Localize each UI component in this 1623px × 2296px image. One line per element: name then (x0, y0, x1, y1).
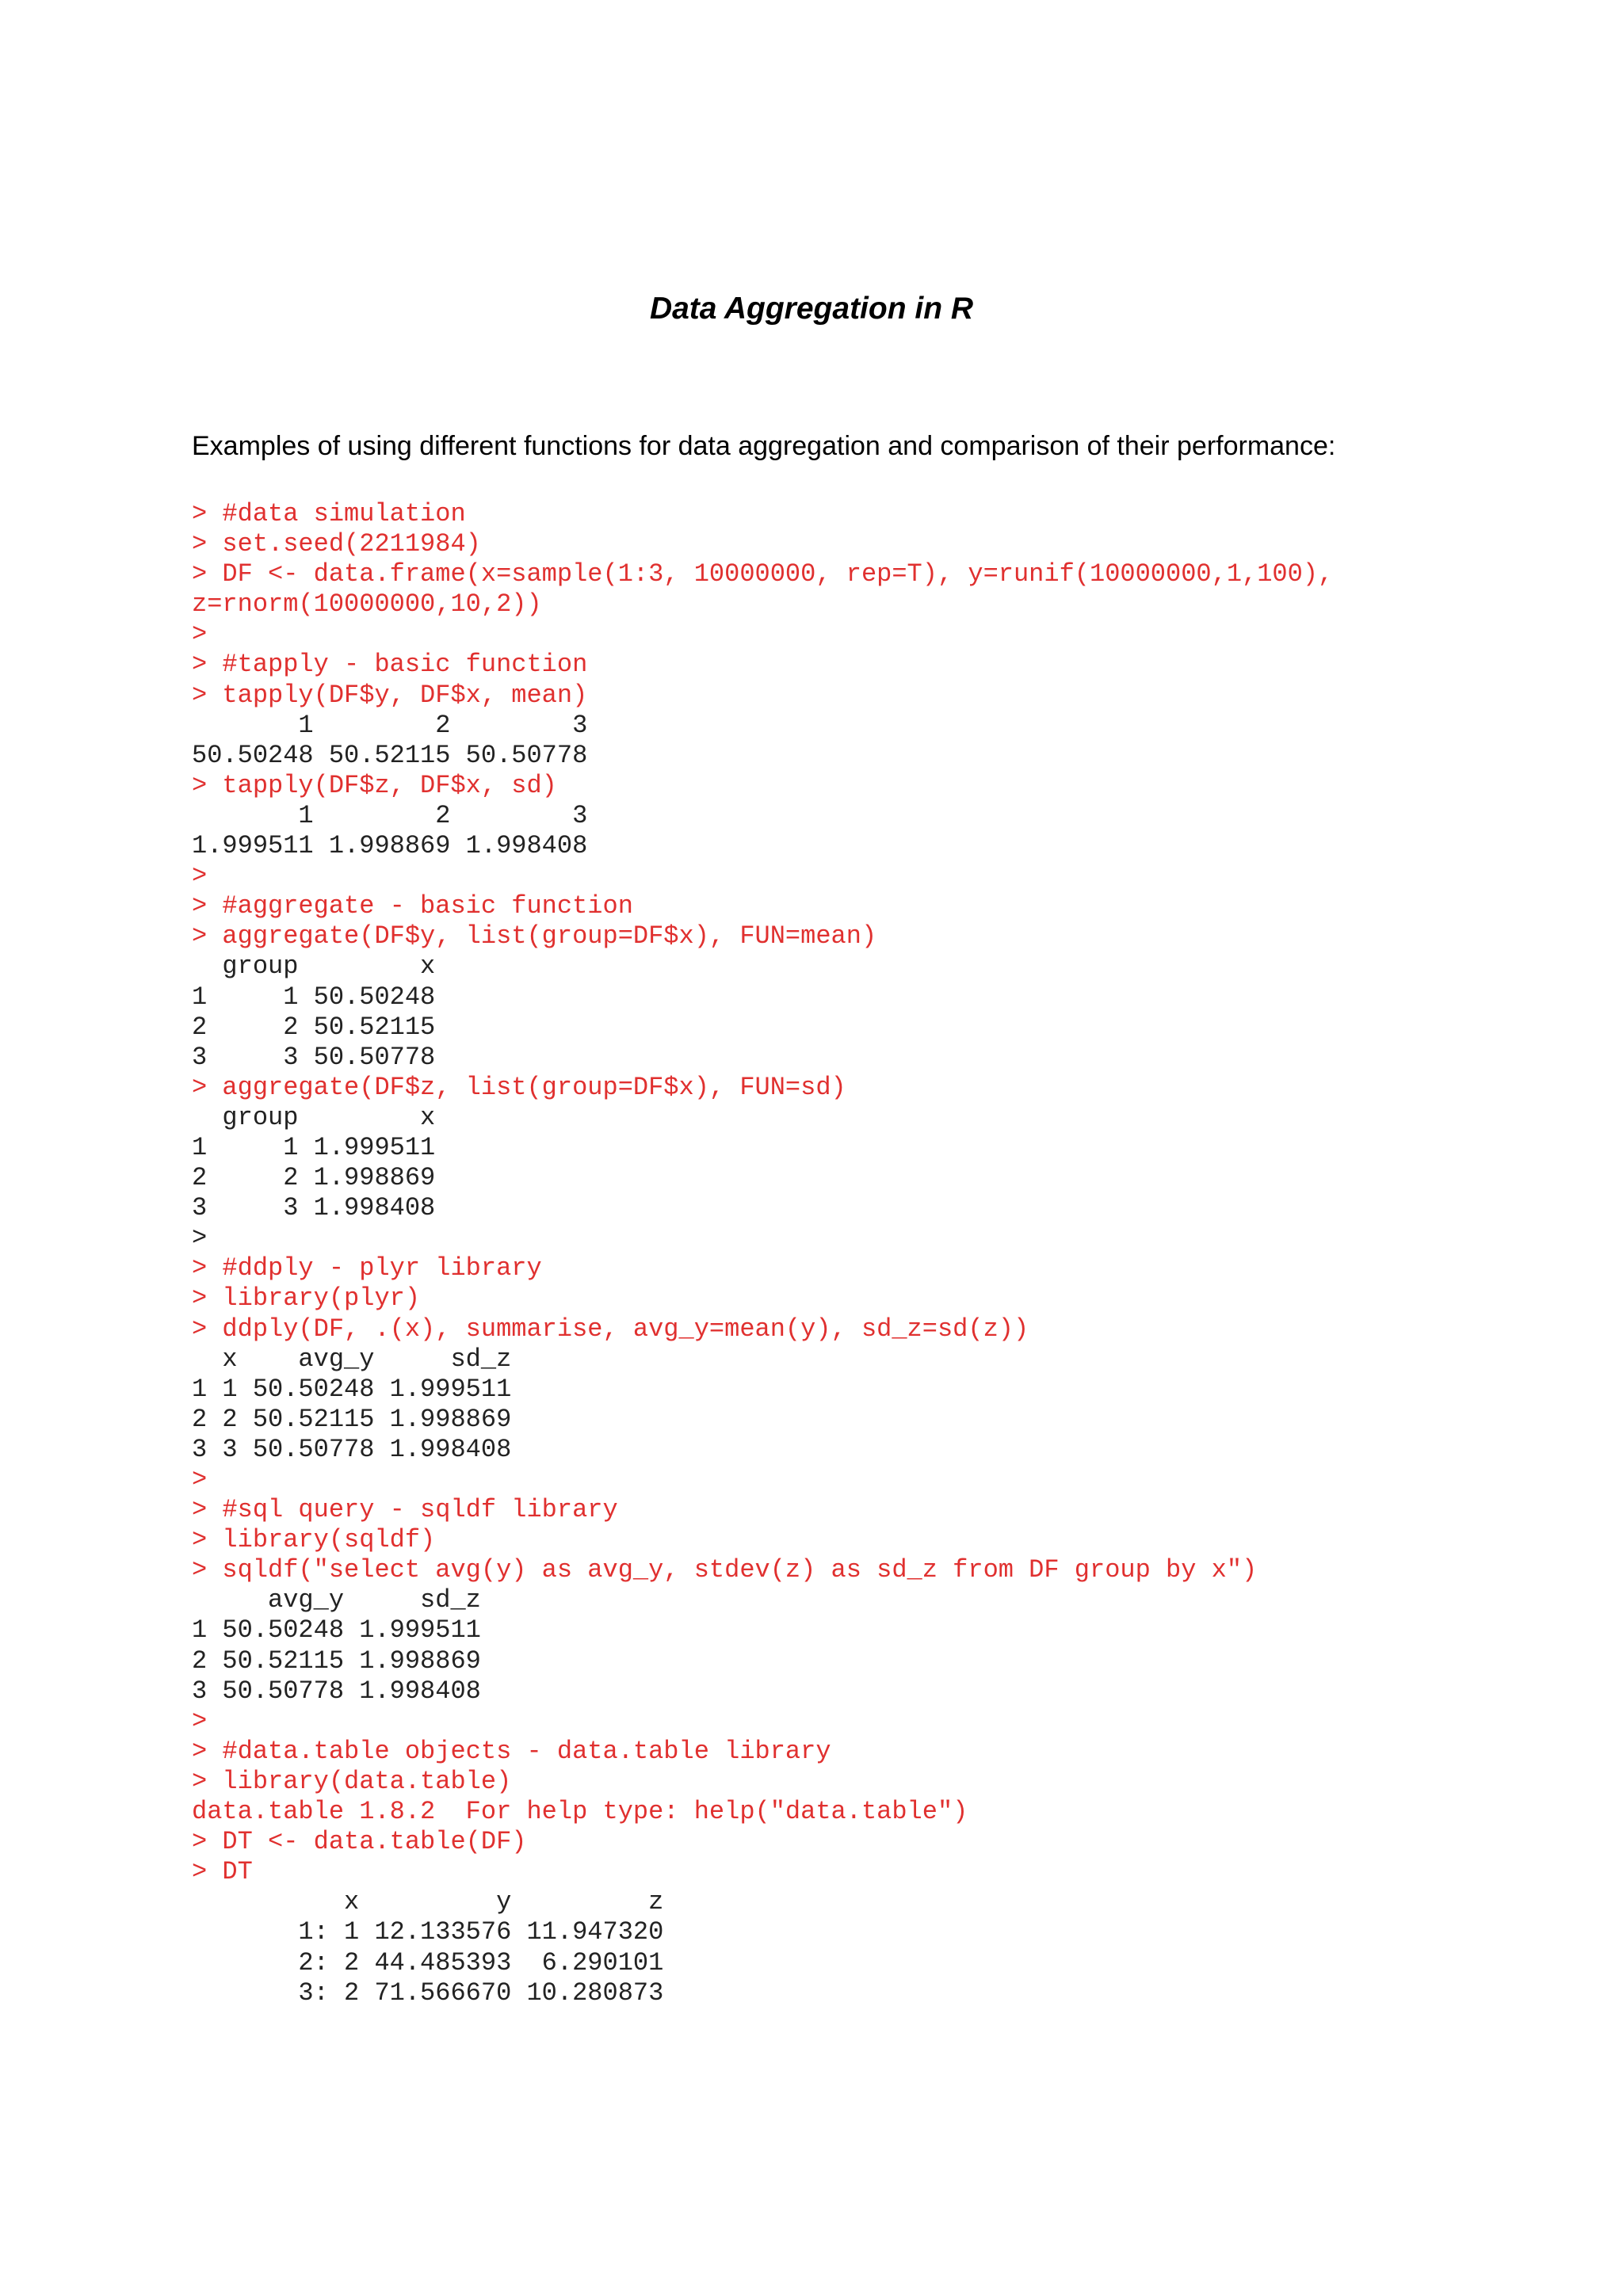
console-input-line: > library(sqldf) (192, 1525, 436, 1555)
console-input-line: > DT (192, 1857, 253, 1887)
console-input-line: > DF <- data.frame(x=sample(1:3, 10000000, rep=T), y=runif(10000000,1,100), (192, 559, 1334, 589)
console-input-line: > #data simulation (192, 499, 466, 528)
console-input-line: > (192, 1706, 208, 1736)
console-output-line: x y z (192, 1887, 664, 1917)
console-input-line: > #data.table objects - data.table library (192, 1736, 831, 1766)
r-console-transcript (192, 499, 1333, 2008)
console-output-line: 2 50.52115 1.998869 (192, 1646, 481, 1676)
document-title: Data Aggregation in R (649, 292, 974, 326)
console-input-line: > tapply(DF$z, DF$x, sd) (192, 770, 557, 800)
console-input-line: > #aggregate - basic function (192, 891, 633, 921)
console-input-line: z=rnorm(10000000,10,2)) (192, 589, 542, 620)
console-output-line: group x (192, 952, 436, 982)
console-output-line: x avg_y sd_z (192, 1344, 512, 1374)
console-output-line: 3 3 50.50778 (192, 1042, 436, 1072)
console-output-line: 1 1 50.50248 1.999511 (192, 1374, 512, 1404)
console-input-line: > aggregate(DF$y, list(group=DF$x), FUN=mean) (192, 921, 877, 952)
console-input-line: > sqldf("select avg(y) as avg_y, stdev(z) as sd_z from DF group by x") (192, 1555, 1258, 1585)
console-input-line: > #sql query - sqldf library (192, 1495, 618, 1525)
console-input-line: > (192, 1465, 208, 1494)
console-output-line: 3 3 50.50778 1.998408 (192, 1434, 512, 1464)
console-input-line: > tapply(DF$y, DF$x, mean) (192, 680, 588, 710)
console-output-line: 1 2 3 (192, 800, 588, 830)
console-output-line: 3: 2 71.566670 10.280873 (192, 1978, 664, 2008)
console-input-line: > ddply(DF, .(x), summarise, avg_y=mean(y), sd_z=sd(z)) (192, 1314, 1029, 1344)
console-output-line: 1 1 50.50248 (192, 982, 436, 1012)
console-output-line: 1.999511 1.998869 1.998408 (192, 831, 588, 861)
console-output-line: > (192, 1223, 208, 1253)
console-output-line: 2 2 50.52115 1.998869 (192, 1404, 512, 1434)
console-output-line: avg_y sd_z (192, 1585, 481, 1615)
console-input-line: > library(data.table) (192, 1766, 512, 1796)
console-input-line: data.table 1.8.2 For help type: help("data.table") (192, 1797, 968, 1827)
console-input-line: > #tapply - basic function (192, 650, 588, 680)
console-input-line: > set.seed(2211984) (192, 529, 481, 559)
console-output-line: 2 2 1.998869 (192, 1163, 436, 1193)
console-input-line: > library(plyr) (192, 1283, 421, 1314)
console-output-line: 1 50.50248 1.999511 (192, 1615, 481, 1646)
console-output-line: 1 1 1.999511 (192, 1132, 436, 1162)
console-output-line: 1 2 3 (192, 710, 588, 740)
console-input-line: > #ddply - plyr library (192, 1253, 542, 1283)
console-output-line: 50.50248 50.52115 50.50778 (192, 740, 588, 770)
intro-paragraph: Examples of using different functions for data aggregation and comparison of their performance: (192, 431, 1336, 461)
console-output-line: 3 50.50778 1.998408 (192, 1676, 481, 1706)
console-input-line: > aggregate(DF$z, list(group=DF$x), FUN=sd) (192, 1072, 846, 1102)
console-output-line: group x (192, 1102, 436, 1132)
console-output-line: 2: 2 44.485393 6.290101 (192, 1947, 664, 1978)
console-output-line: 1: 1 12.133576 11.947320 (192, 1917, 664, 1947)
console-output-line: 2 2 50.52115 (192, 1012, 436, 1042)
console-input-line: > (192, 861, 208, 891)
console-input-line: > DT <- data.table(DF) (192, 1827, 527, 1857)
console-output-line: 3 3 1.998408 (192, 1193, 436, 1223)
console-input-line: > (192, 620, 208, 650)
